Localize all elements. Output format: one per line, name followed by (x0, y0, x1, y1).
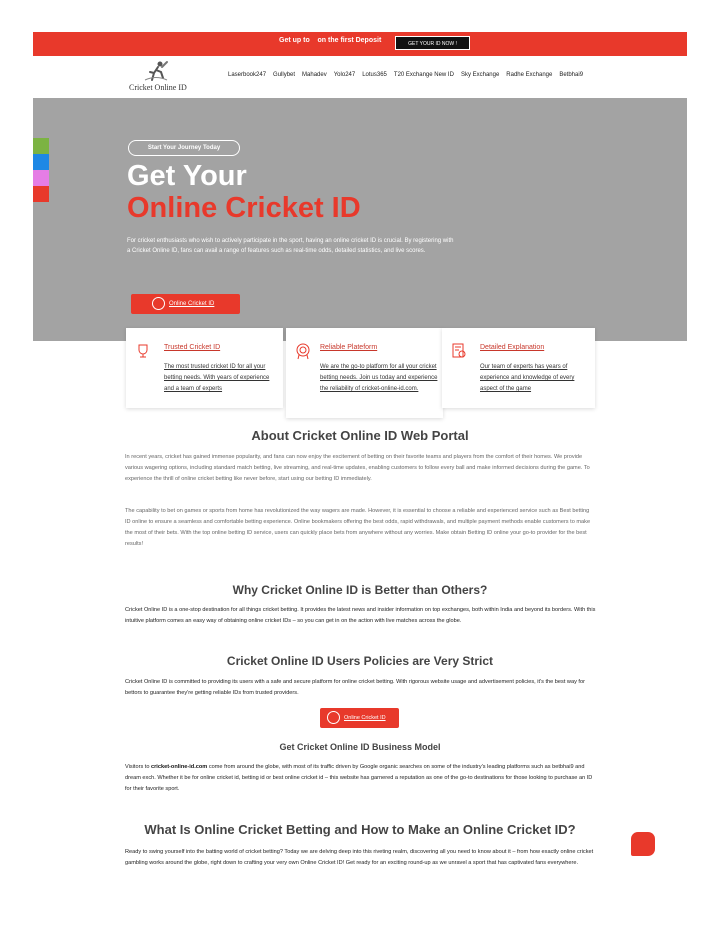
what-paragraph: Ready to swing yourself into the batting world of cricket betting? Today we are delving deep into this riveting realm, discovering all you need to know about it – from how exactly online cricket gambling works around the globe, right down to crafting your very own Online Cricket ID! Get ready for an exciting round-up as we unravel a sport that has captivated fans everywhere. (125, 849, 594, 866)
main-nav (228, 72, 583, 78)
business-paragraph (125, 762, 596, 795)
whatsapp-icon (152, 297, 165, 310)
nav-item-lotus365[interactable]: Lotus365 (362, 72, 387, 78)
document-search-icon (450, 342, 468, 360)
logo-text[interactable]: Cricket Online ID (129, 83, 187, 92)
card-text[interactable]: The most trusted cricket ID for all your betting needs. With years of experience and a team of experts (164, 364, 270, 392)
feature-card-explanation (442, 328, 595, 408)
social-link-red[interactable] (33, 186, 49, 202)
about-paragraph-1: In recent years, cricket has gained immense popularity, and fans can now enjoy the excitement of betting on their favorite teams and players from the comfort of their homes. We provide various wagering options, including standard match betting, live streaming, and real-time updates, enabling customers to follow every ball and make informed decisions during the game. To experience the thrill of online cricket betting like never before, start using our betting ID immediately. (125, 454, 590, 482)
trophy-icon (134, 342, 152, 360)
nav-item-gullybet[interactable]: Gullybet (273, 72, 296, 78)
hero-title-line1: Get Your (127, 160, 247, 192)
promo-bar (33, 32, 687, 56)
get-id-button[interactable]: GET YOUR ID NOW ! (395, 36, 470, 50)
nav-item-radhe-exchange[interactable]: Radhe Exchange (506, 72, 553, 78)
hero-button-label: Online Cricket ID (169, 301, 215, 307)
nav-item-yolo247[interactable]: Yolo247 (333, 72, 356, 78)
badge-icon (294, 342, 312, 360)
card-text[interactable]: We are the go-to platform for all your cricket betting needs. Join us today and experience the reliability of cricket-online-id.com. (320, 364, 438, 392)
chat-widget-button[interactable] (631, 832, 655, 856)
card-text[interactable]: Our team of experts has years of experience and knowledge of every aspect of the game (480, 364, 575, 392)
about-paragraph-2: The capability to bet on games or sports from home has revolutionized the way wagers are made. However, it is essential to choose a reliable and experienced service such as Best betting ID online to ensure a seamless and comfortable betting experience. Online bookmakers offering the best odds, rapid withdrawals, and multiple payment methods enable customers to make the most of their bets. With the top online betting ID service, users can quickly place bets from anywhere without any worries. Make obtain Betting ID online your go-to provider for the best results! (125, 508, 591, 547)
social-link-green[interactable] (33, 138, 49, 154)
whatsapp-icon (327, 711, 340, 724)
nav-item-sky-exchange[interactable]: Sky Exchange (460, 72, 500, 78)
policies-heading: Cricket Online ID Users Policies are Very Strict (226, 654, 494, 668)
why-paragraph: Cricket Online ID is a one-stop destination for all things cricket betting. It provides the latest news and insider information on top exchanges, both within India and beyond its borders. With this intuitive platform comes an easy way of obtaining online cricket IDs – so you can get in on the action with live matches across the globe. (125, 607, 596, 624)
about-heading: About Cricket Online ID Web Portal (251, 428, 469, 443)
card-title[interactable]: Detailed Explanation (480, 344, 545, 351)
nav-item-t20-exchange[interactable]: T20 Exchange New ID (393, 72, 454, 78)
card-title[interactable]: Trusted Cricket ID (164, 344, 221, 351)
online-cricket-id-button[interactable] (131, 294, 240, 314)
feature-card-reliable (286, 328, 443, 418)
nav-item-laserbook247[interactable]: Laserbook247 (228, 72, 267, 78)
site-domain-link[interactable]: cricket-online-id.com (151, 764, 208, 770)
what-heading: What Is Online Cricket Betting and How to Make an Online Cricket ID? (144, 822, 576, 837)
business-heading: Get Cricket Online ID Business Model (279, 742, 441, 752)
business-prefix: Visitors to (125, 764, 152, 770)
business-rest: come from around the globe, with most of its traffic driven by Google organic searches on some of the industry's leading platforms such as betbhai9 and dream exch. Whether it be for online cricket id, betting id or best online cricket id – this website has garnered a reputation as one of the go-to destinations for those looking to purchase an ID for their favorite sport. (125, 764, 593, 792)
hero-title-line2: Online Cricket ID (127, 192, 361, 224)
why-heading: Why Cricket Online ID is Better than Others? (232, 583, 488, 597)
journey-pill: Start Your Journey Today (128, 140, 240, 156)
promo-text: Get up to on the first Deposit (279, 37, 382, 44)
social-sidebar (33, 138, 49, 202)
online-cricket-id-button-2[interactable] (320, 708, 399, 728)
cricket-logo-icon[interactable] (143, 60, 169, 82)
mid-button-label: Online Cricket ID (344, 715, 386, 721)
feature-card-trusted (126, 328, 283, 408)
nav-item-betbhai9[interactable]: Betbhai9 (559, 72, 584, 78)
nav-item-mahadev[interactable]: Mahadev (302, 72, 327, 78)
social-link-blue[interactable] (33, 154, 49, 170)
site-header (33, 56, 687, 98)
hero-description: For cricket enthusiasts who wish to actively participate in the sport, having an online cricket ID is crucial. By registering with a Cricket Online ID, fans can avail a range of features such as real-time odds, detailed statistics, and live scores. (127, 238, 454, 254)
policies-paragraph: Cricket Online ID is committed to providing its users with a safe and secure platform for online cricket betting. With rigorous website usage and advertisement policies, it's the best way for bettors to guarantee they're getting reliable IDs from trusted providers. (125, 679, 585, 696)
card-title[interactable]: Reliable Plateform (320, 344, 378, 351)
social-link-pink[interactable] (33, 170, 49, 186)
